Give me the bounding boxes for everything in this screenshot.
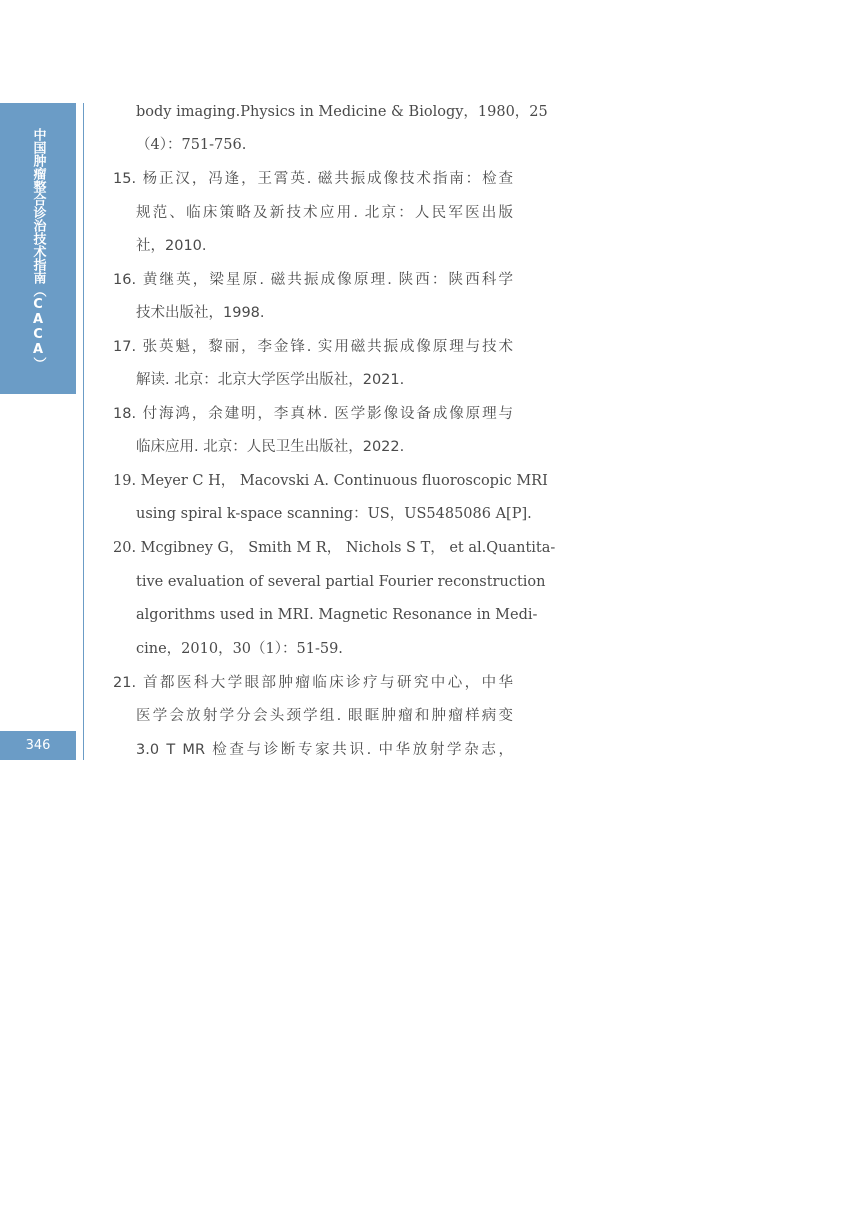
vertical-divider <box>83 103 84 760</box>
reference-line: 社，2010. <box>136 238 207 254</box>
reference-line: 3.0 T MR 检查与诊断专家共识. 中华放射学杂志， <box>136 742 513 758</box>
reference-line: algorithms used in MRI. Magnetic Resonance in Medi- <box>136 607 538 623</box>
book-title: 中国肿瘤整合诊治技术指南（CACA） <box>30 128 46 370</box>
reference-line: 临床应用. 北京：人民卫生出版社，2022. <box>136 439 405 455</box>
reference-line: using spiral k-space scanning：US，US5485086 A[P]. <box>136 506 532 522</box>
reference-line: cine，2010，30（1）：51-59. <box>136 641 343 657</box>
reference-line: 21. 首都医科大学眼部肿瘤临床诊疗与研究中心，中华 <box>113 675 513 691</box>
reference-line: 17. 张英魁，黎丽，李金锋. 实用磁共振成像原理与技术 <box>113 339 513 355</box>
reference-line: 16. 黄继英，梁星原. 磁共振成像原理. 陕西：陕西科学 <box>113 272 513 288</box>
reference-line: body imaging.Physics in Medicine & Biology，1980，25 <box>136 104 548 120</box>
reference-line: 19. Meyer C H， Macovski A. Continuous fluoroscopic MRI <box>113 473 548 489</box>
reference-line: tive evaluation of several partial Fourier reconstruction <box>136 574 546 590</box>
reference-line: 解读. 北京：北京大学医学出版社，2021. <box>136 372 405 388</box>
reference-line: 规范、临床策略及新技术应用. 北京：人民军医出版 <box>136 205 513 221</box>
reference-line: 20. Mcgibney G， Smith M R， Nichols S T， et al.Quantita- <box>113 540 556 556</box>
reference-line: 医学会放射学分会头颈学组. 眼眶肿瘤和肿瘤样病变 <box>136 708 513 724</box>
reference-line: （4）：751-756. <box>136 137 247 153</box>
reference-line: 18. 付海鸿，余建明，李真林. 医学影像设备成像原理与 <box>113 406 513 422</box>
reference-line: 15. 杨正汉，冯逢，王霄英. 磁共振成像技术指南：检查 <box>113 171 513 187</box>
reference-line: 技术出版社，1998. <box>136 305 265 321</box>
page-number: 346 <box>0 731 76 760</box>
